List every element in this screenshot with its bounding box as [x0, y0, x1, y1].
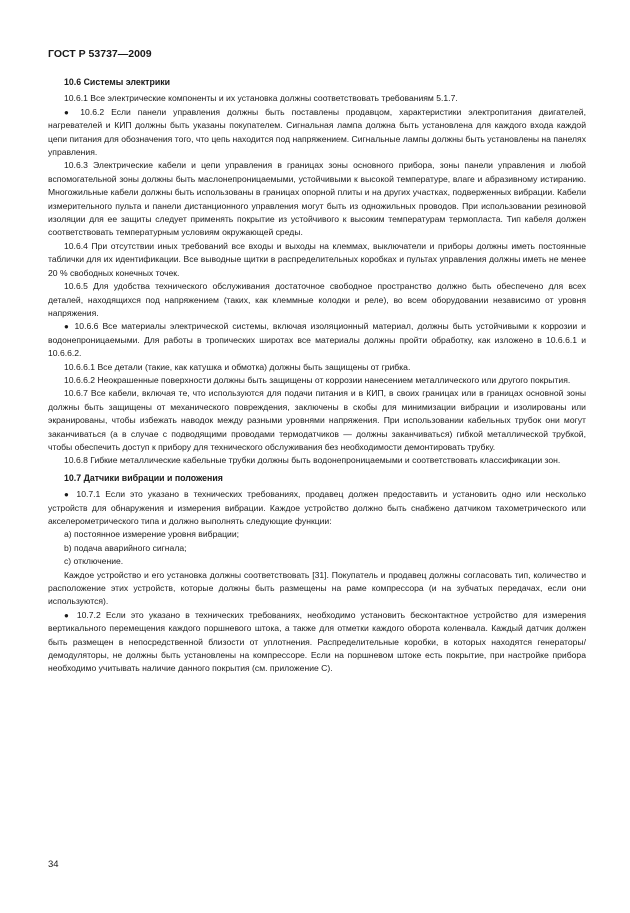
list-item-c: c) отключение. [64, 556, 124, 567]
paragraph-10-6-2 [48, 106, 586, 160]
standard-header: ГОСТ Р 53737—2009 [48, 48, 152, 60]
bullet-marker: ● [64, 610, 72, 620]
paragraph-10-6-7: 10.6.7 Все кабели, включая те, что используются для подачи питания и в КИП, в своих границах или в границах основной зоны должны быть защищены от механического повреждения, заключены в скобы для минимизации вибрации и изолированы или экранированы, чтобы избежать наводок между разными уровнями напряжения. При использовании кабельных трубок они могут заканчиваться (а в случае с подводящими проводами термодатчиков — должны заканчиваться) гибкой металлической трубкой, чтобы обеспечить доступ к прибору для технического обслуживания без необходимости демонтировать трубку. [48, 388, 586, 452]
bullet-marker: ● [64, 490, 72, 500]
paragraph-install: Каждое устройство и его установка должны соответствовать [31]. Покупатель и продавец должны согласовать тип, количество и расположение этих устройств, которые должны быть размещены на раме компрессора (и на зубчатых передачах, если они используются). [48, 569, 586, 607]
paragraph-10-7-1 [48, 488, 586, 528]
paragraph-text: 10.7.2 Если это указано в технических требованиях, необходимо установить бесконтактное устройство для измерения вертикального перемещения каждого поршневого штока, а также для отметки каждого оборота коленвала. Каждый датчик должен быть размещен в непосредственной близости от уплотнения. Распределительные коробки, в которых находятся генераторы/демодуляторы, не должны быть установлены на компрессоре. Если на поршневом штоке есть покрытие, при настройке прибора необходимо учитывать наличие данного покрытия (см. приложение C). [48, 609, 586, 674]
paragraph-10-6-6 [48, 320, 586, 360]
section-title-10-6: 10.6 Системы электрики [64, 77, 171, 87]
paragraph-10-6-6-2: 10.6.6.2 Неокрашенные поверхности должны быть защищены от коррозии нанесением металлического или другого покрытия. [64, 374, 571, 385]
paragraph-text: 10.6.6 Все материалы электрической системы, включая изоляционный материал, должны быть устойчивыми к коррозии и водонепроницаемыми. Для работы в тропических широтах все материалы должны пройти обработку, как изложено в 10.6.6.1 и 10.6.6.2. [48, 321, 586, 359]
document-body [48, 76, 586, 676]
paragraph-text: 10.6.2 Если панели управления должны быть поставлены продавцом, характеристики электропитания двигателей, нагревателей и КИП должны быть указаны покупателем. Сигнальная лампа должна быть установлена для каждого входа каждой цепи питания для обозначения того, что цепь находится под напряжением. Сигнальные лампы должны быть установлены на панелях управления. [48, 106, 586, 158]
paragraph-10-6-4: 10.6.4 При отсутствии иных требований все входы и выходы на клеммах, выключатели и приборы должны иметь постоянные таблички для их идентификации. Все выводные щитки в распределительных коробках и пультах управления должны иметь не менее 20 % свободных конечных точек. [48, 240, 586, 278]
paragraph-text: 10.7.1 Если это указано в технических требованиях, продавец должен предоставить и установить одно или несколько устройств для обнаружения и измерения вибрации. Каждое устройство должно быть снабжено датчиком тахометрического или акселерометрического типа и должно выполнять следующие функции: [48, 489, 586, 526]
paragraph-10-7-2 [48, 609, 586, 676]
bullet-marker: ● [64, 322, 71, 332]
paragraph-10-6-5: 10.6.5 Для удобства технического обслуживания достаточное свободное пространство должно быть обеспечено для всех деталей, находящихся под напряжением (таких, как клеммные колодки и реле), во всем оборудовании независимо от уровня напряжения. [48, 281, 586, 318]
bullet-marker: ● [64, 107, 74, 117]
page-number: 34 [48, 859, 59, 870]
section-title-10-7: 10.7 Датчики вибрации и положения [64, 472, 223, 483]
list-item-a: a) постоянное измерение уровня вибрации; [64, 529, 240, 540]
paragraph-10-6-1: 10.6.1 Все электрические компоненты и их установка должны соответствовать требованиям 5.1.7. [64, 93, 458, 104]
paragraph-10-6-6-1: 10.6.6.1 Все детали (такие, как катушка и обмотка) должны быть защищены от грибка. [64, 361, 411, 372]
list-item-b: b) подача аварийного сигнала; [64, 542, 187, 553]
paragraph-10-6-8: 10.6.8 Гибкие металлические кабельные трубки должны быть водонепроницаемыми и соответствовать классификации зон. [64, 455, 561, 466]
paragraph-10-6-3: 10.6.3 Электрические кабели и цепи управления в границах зоны основного прибора, зоны панели управления и любой вспомогательной зоны должны быть маслонепроницаемыми, устойчивыми к высокой температуре, влаге и абразивному истиранию. Многожильные кабели должны быть использованы в границах опорной плиты и на других участках, подверженных вибрации. Кабели измерительного пульта и панели дистанционного управления могут быть из одножильных проводов. При использовании резиновой изоляции для ее защиты следует применять покрытие из устойчивого к высоким температурам термопласта. Тип кабеля должен соответствовать температурным условиям окружающей среды. [48, 160, 586, 238]
